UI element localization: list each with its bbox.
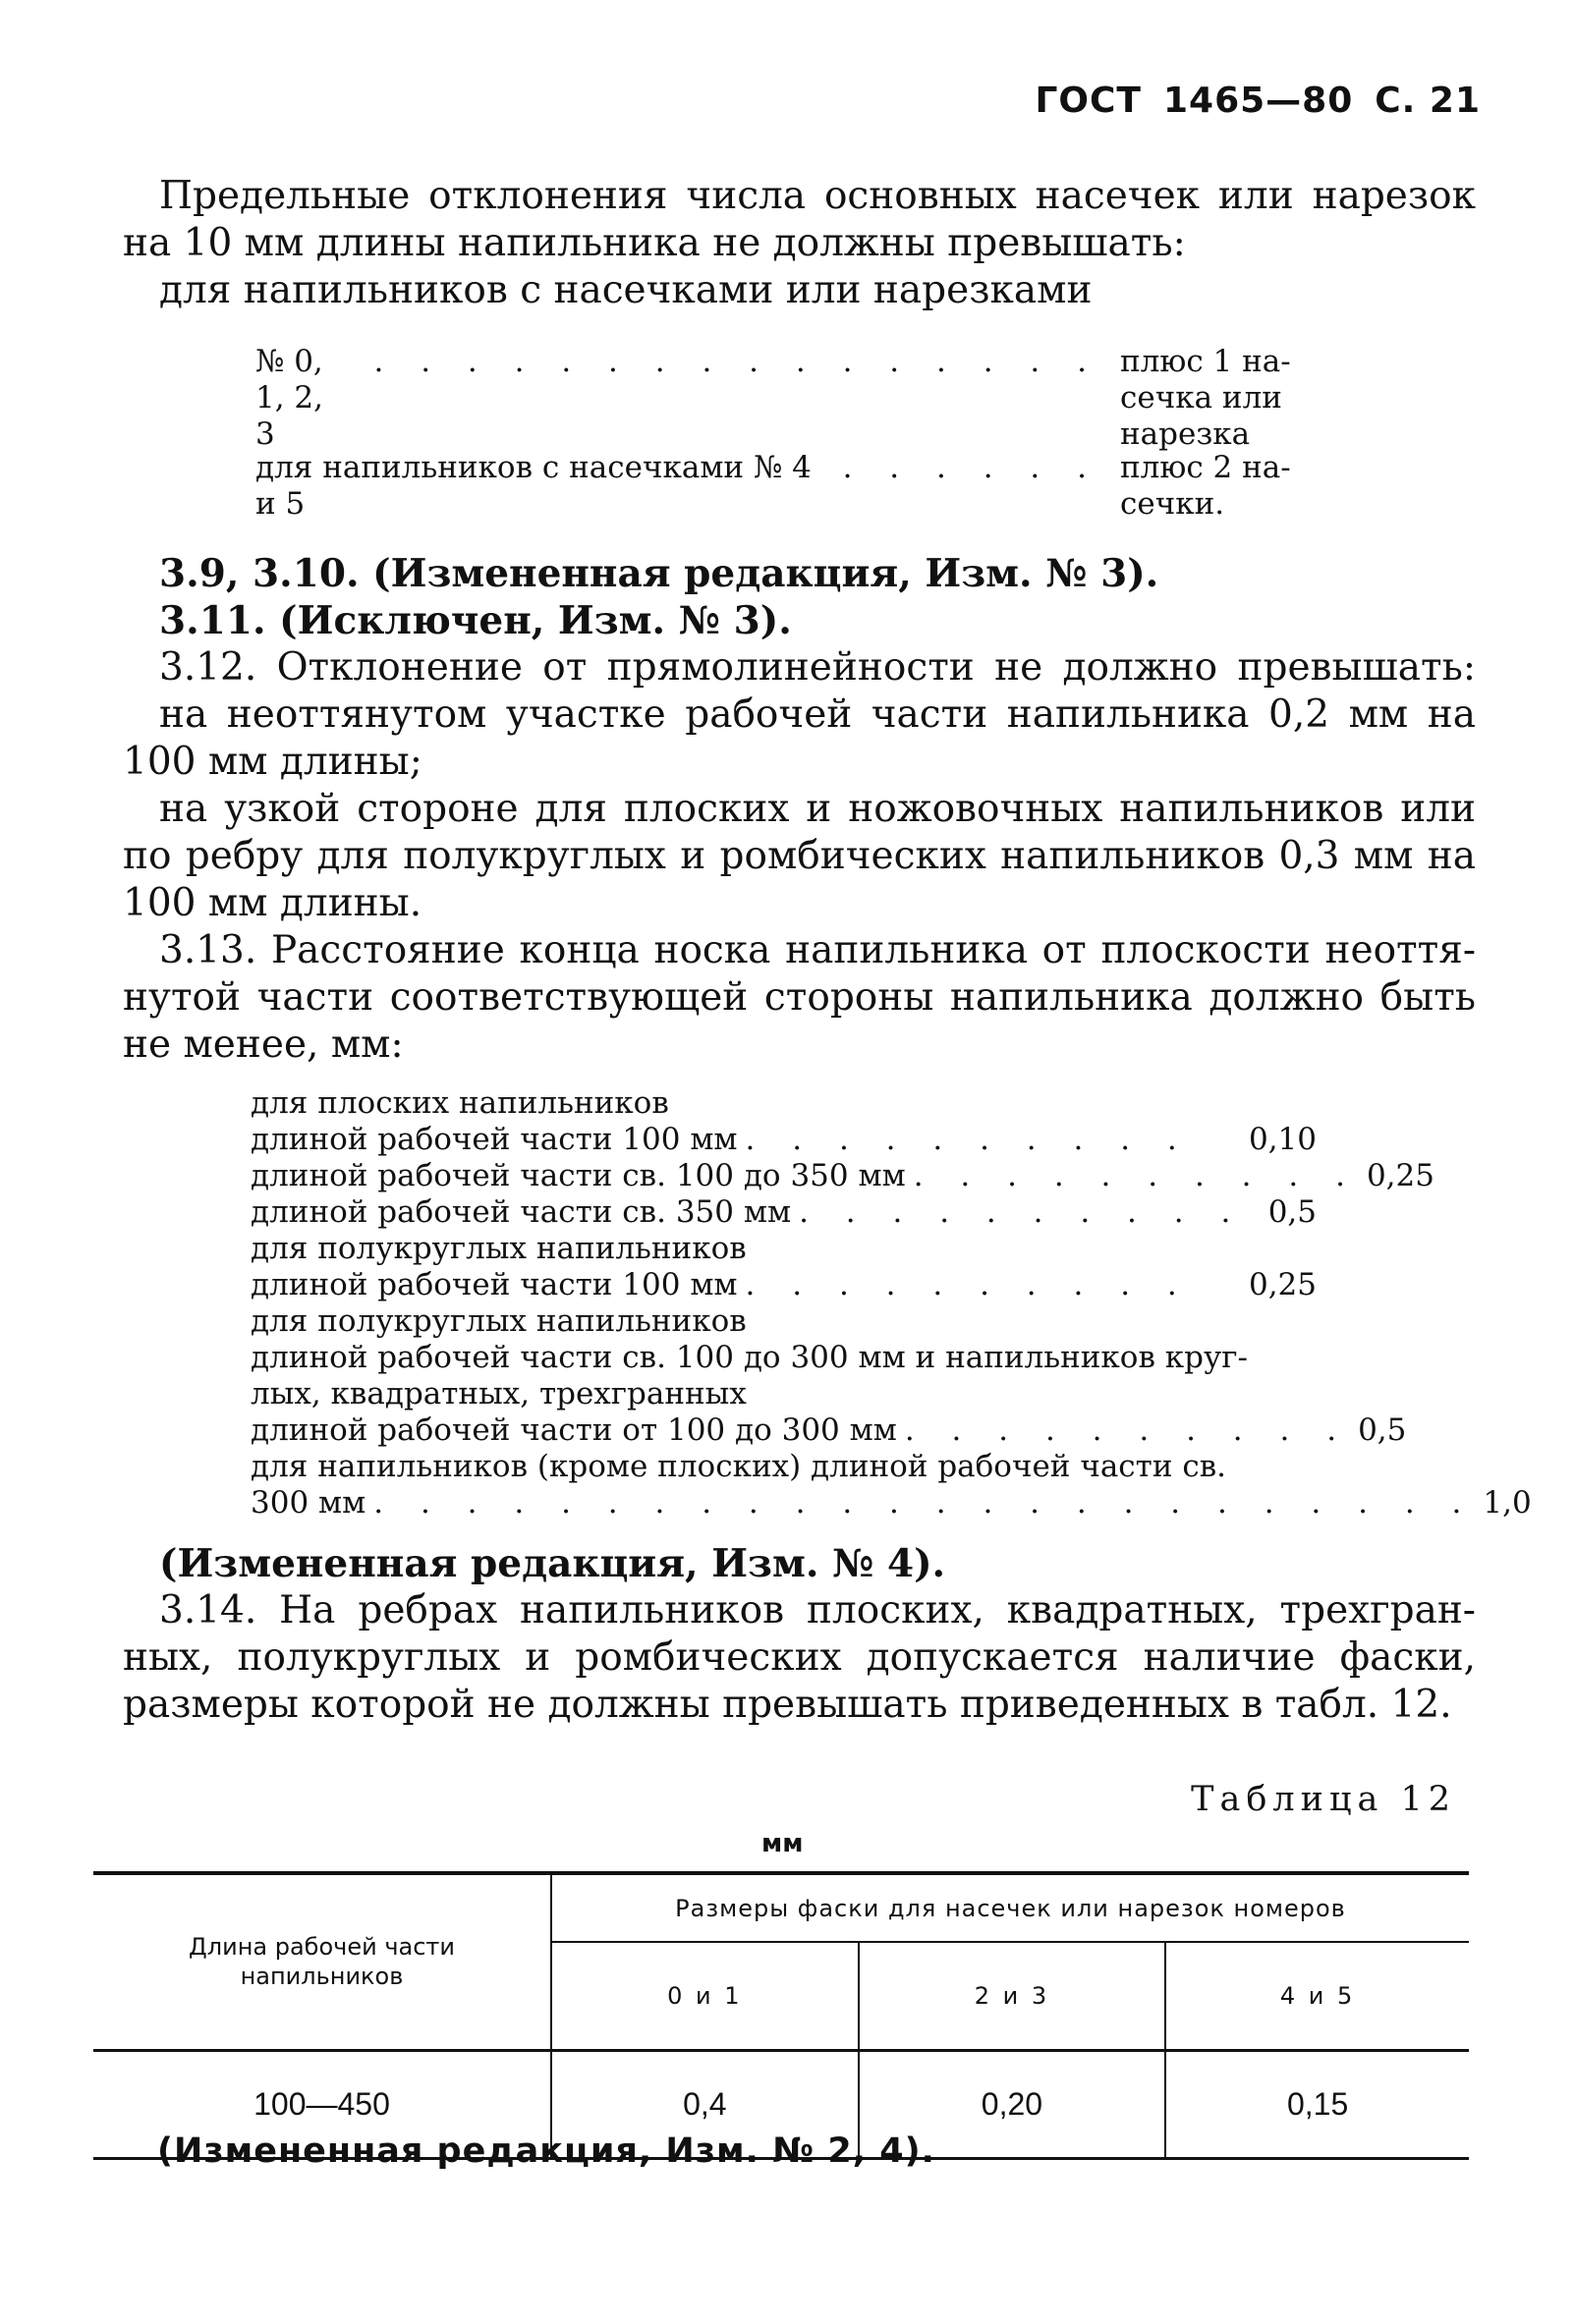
list-item-label: длиной рабочей части 100 мм	[251, 1122, 738, 1157]
gost-number: 1465—80	[1162, 81, 1354, 121]
list-item-value: 0,10	[1248, 1122, 1317, 1157]
list-item-value: 0,5	[1267, 1194, 1317, 1230]
p313-line-3: не менее, мм:	[123, 1023, 404, 1067]
page-number: С. 21	[1375, 81, 1481, 121]
p313-line-2: нутой части соответствующей стороны напильника должно быть	[123, 975, 1476, 1020]
deviation-row-label: № 0, 1, 2, 3	[255, 344, 324, 452]
list-heading: для плоских напильников	[251, 1085, 669, 1121]
table-sub-header: 2 и 3	[859, 1942, 1166, 2050]
leader-dots: . . . . . . . . . .	[799, 1194, 1245, 1230]
deviation-list	[255, 344, 1346, 523]
p312-line-3: 100 мм длины;	[123, 740, 422, 784]
table-sub-header: 0 и 1	[551, 1942, 859, 2050]
p312-line-6: 100 мм длины.	[123, 881, 422, 925]
list-item-label: длиной рабочей части 100 мм	[251, 1267, 738, 1302]
p314-line-1: 3.14. На ребрах напильников плоских, квадратных, трехгран-	[159, 1588, 1476, 1632]
list-text: для напильников (кроме плоских) длиной рабочей части св.	[251, 1449, 1226, 1484]
deviation-row	[255, 344, 1346, 450]
intro-line-2: на 10 мм длины напильника не должны превышать:	[123, 221, 1186, 265]
list-text: лых, квадратных, трехгранных	[251, 1376, 747, 1411]
deviation-row	[255, 450, 1346, 523]
list-text: длиной рабочей части св. 100 до 300 мм и напильников круг-	[251, 1340, 1248, 1375]
deviation-value-line: сечки.	[1120, 486, 1225, 522]
p312-line-4: на узкой стороне для плоских и ножовочных напильников или	[159, 787, 1476, 831]
table-cell: 0,4	[551, 2050, 859, 2158]
amendment-note: 3.9, 3.10. (Измененная редакция, Изм. № 3).	[159, 551, 1159, 596]
distance-list	[251, 1085, 1532, 1522]
table-cell: 0,15	[1286, 2085, 1349, 2122]
intro-paragraph	[123, 173, 1476, 314]
leader-dots: . . . . . . . . . . . . . . . .	[373, 344, 1100, 379]
deviation-value-line: плюс 2 на-	[1120, 450, 1291, 485]
gost-label: ГОСТ	[1035, 81, 1142, 121]
table-cell: 0,20	[859, 2050, 1166, 2158]
list-item	[251, 1412, 1407, 1449]
list-item	[251, 1158, 1434, 1194]
list-item-label: 300 мм	[251, 1485, 366, 1521]
intro-line-1: Предельные отклонения числа основных насечек или нарезок	[159, 174, 1476, 218]
leader-dots: . . . . . . . . . .	[904, 1412, 1351, 1448]
section-314	[123, 1540, 1476, 1729]
intro-line-3: для напильников с насечками или нарезками	[159, 268, 1093, 312]
table-cell: 100—450	[93, 2050, 551, 2158]
list-item-label: длиной рабочей части св. 100 до 350 мм	[251, 1158, 906, 1193]
leader-dots: . . . . . . . . . .	[745, 1267, 1191, 1302]
amendment-note: (Измененная редакция, Изм. № 4).	[159, 1541, 946, 1586]
list-item-label: длиной рабочей части св. 350 мм	[251, 1194, 792, 1230]
table-caption: Таблица 12	[1191, 1780, 1456, 1819]
list-item	[251, 1122, 1317, 1158]
excluded-note: 3.11. (Исключен, Изм. № 3).	[159, 598, 792, 643]
deviation-value-line: сечка или	[1120, 380, 1282, 415]
deviation-value-line: нарезка	[1120, 416, 1251, 452]
p313-line-1: 3.13. Расстояние конца носка напильника от плоскости неоття-	[159, 928, 1476, 972]
list-item	[251, 1485, 1532, 1522]
deviation-row-label: для напильников с насечками № 4 и 5	[255, 450, 812, 522]
p314-line-3: размеры которой не должны превышать приведенных в табл. 12.	[123, 1683, 1452, 1727]
list-heading: для полукруглых напильников	[251, 1231, 747, 1266]
list-item-value: 0,5	[1358, 1412, 1407, 1448]
list-item-value: 1,0	[1483, 1485, 1532, 1521]
list-item-value: 0,25	[1366, 1158, 1434, 1193]
list-item	[251, 1194, 1317, 1231]
p312-line-5: по ребру для полукруглых и ромбических напильников 0,3 мм на	[123, 834, 1476, 878]
deviation-value-line: плюс 1 на-	[1120, 344, 1291, 379]
p312-line-1: 3.12. Отклонение от прямолинейности не должно превышать:	[159, 645, 1476, 690]
list-item	[251, 1267, 1317, 1303]
list-heading: для полукруглых напильников	[251, 1303, 747, 1339]
leader-dots: . . . . . . . . . .	[913, 1158, 1359, 1193]
final-amendment-note: (Измененная редакция, Изм. № 2, 4).	[157, 2131, 935, 2171]
table-col-header-length: Длина рабочей части напильников	[93, 1873, 551, 2050]
leader-dots: . . . . . . . . . . . . . . . . . . . . . . . .	[373, 1485, 1476, 1521]
sections-312-313	[123, 550, 1476, 1069]
list-item-value: 0,25	[1248, 1267, 1317, 1302]
list-item-label: длиной рабочей части от 100 до 300 мм	[251, 1412, 897, 1448]
table-unit: мм	[761, 1829, 804, 1858]
p312-line-2: на неоттянутом участке рабочей части напильника 0,2 мм на	[159, 692, 1476, 737]
p314-line-2: ных, полукруглых и ромбических допускается наличие фаски,	[123, 1635, 1476, 1680]
leader-dots: . . . . . . . . . .	[745, 1122, 1191, 1157]
table-group-header: Размеры фаски для насечек или нарезок номеров	[551, 1873, 1469, 1942]
leader-dots: . . . . . .	[842, 450, 1100, 485]
table-sub-header: 4 и 5	[1165, 1942, 1469, 2050]
page-header	[1013, 81, 1481, 121]
chamfer-table	[93, 1871, 1469, 2160]
